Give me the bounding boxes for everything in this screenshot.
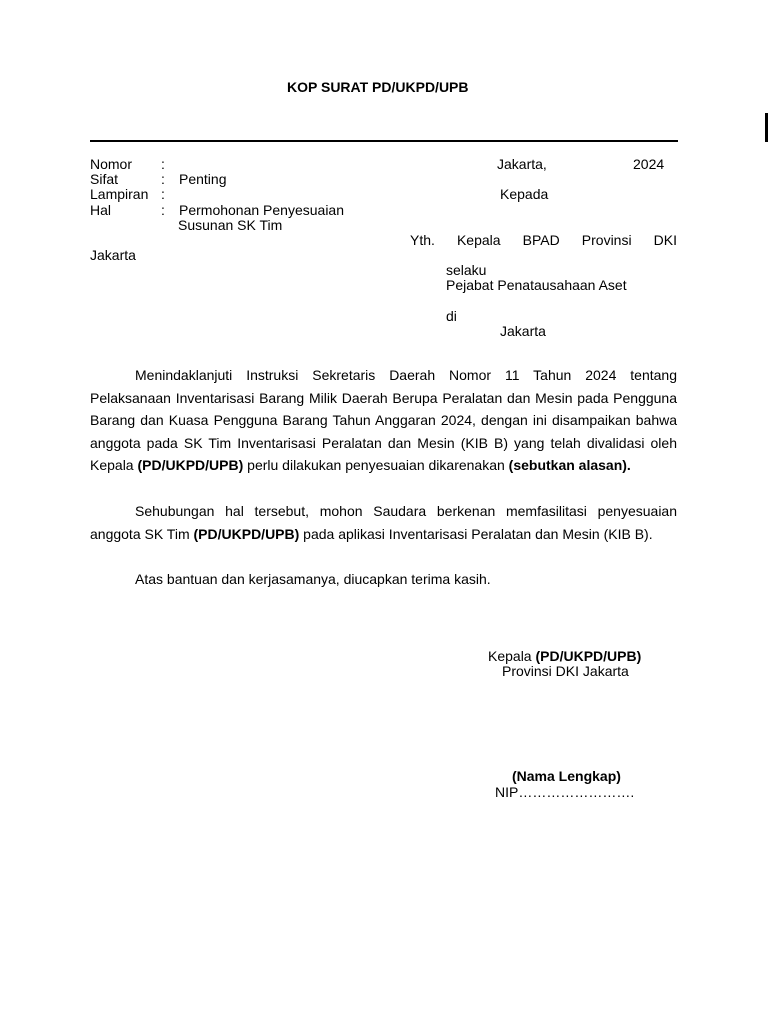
signature-title-prefix: Kepala [488, 648, 536, 664]
letterhead-title: KOP SURAT PD/UKPD/UPB [287, 79, 469, 95]
recipient-word-dki: DKI [653, 232, 677, 248]
p2-text-b: pada aplikasi Inventarisasi Peralatan dan Mesin (KIB B). [299, 525, 653, 542]
recipient-city: Jakarta [500, 323, 546, 339]
lampiran-colon: : [161, 186, 165, 202]
nomor-label: Nomor [90, 156, 133, 172]
recipient-word-provinsi: Provinsi [581, 232, 632, 248]
body-paragraph-3 [90, 568, 677, 591]
p1-bold-a: (PD/UKPD/UPB) [137, 457, 244, 473]
p2-text-a: Sehubungan hal tersebut, mohon Saudara berkenan memfasilitasi penyesuaian anggota SK Tim [90, 503, 677, 542]
nomor-colon: : [161, 156, 165, 172]
recipient-di: di [446, 308, 457, 324]
signature-title-bold: (PD/UKPD/UPB) [535, 648, 642, 664]
recipient-word-bpad: BPAD [522, 232, 560, 248]
p1-text-a: Menindaklanjuti Instruksi Sekretaris Daerah Nomor 11 Tahun 2024 tentang Pelaksanaan Inventarisasi Barang Milik Daerah Berupa Peralatan dan Mesin pada Pengguna Barang dan Kuasa Pengguna Barang Tahun Anggaran 2024, dengan ini disampaikan bahwa anggota pada SK Tim Inventarisasi Peralatan dan Mesin (KIB B) yang telah divalidasi oleh Kepala [90, 367, 677, 473]
signature-title [488, 648, 641, 664]
p2-bold-a: (PD/UKPD/UPB) [193, 525, 300, 542]
hal-value-line1: Permohonan Penyesuaian [179, 202, 345, 218]
letterhead-divider [90, 140, 678, 142]
recipient-line1 [410, 232, 677, 248]
lampiran-label: Lampiran [90, 186, 149, 202]
signature-name: (Nama Lengkap) [512, 768, 621, 784]
hal-colon: : [161, 202, 165, 218]
sifat-colon: : [161, 171, 165, 187]
signature-nip: NIP……………………. [495, 784, 635, 800]
hal-label: Hal [90, 202, 112, 218]
body-paragraph-1 [90, 364, 677, 477]
sifat-value: Penting [179, 171, 227, 187]
date-city: Jakarta, [497, 156, 547, 172]
recipient-line2: Jakarta [90, 247, 136, 263]
hal-value-line2: Susunan SK Tim [178, 217, 283, 233]
yth-label: Yth. [410, 232, 435, 248]
recipient-word-kepala: Kepala [456, 232, 501, 248]
body-paragraph-2 [90, 500, 677, 545]
recipient-role: Pejabat Penatausahaan Aset [446, 277, 627, 293]
sifat-label: Sifat [90, 171, 119, 187]
signature-province: Provinsi DKI Jakarta [502, 663, 629, 679]
p1-bold-b: (sebutkan alasan). [508, 457, 631, 473]
kepada-label: Kepada [500, 186, 549, 202]
p1-text-b: perlu dilakukan penyesuaian dikarenakan [243, 457, 509, 473]
date-year: 2024 [633, 156, 665, 172]
recipient-selaku: selaku [446, 262, 487, 278]
p3-text: Atas bantuan dan kerjasamanya, diucapkan terima kasih. [135, 571, 491, 587]
